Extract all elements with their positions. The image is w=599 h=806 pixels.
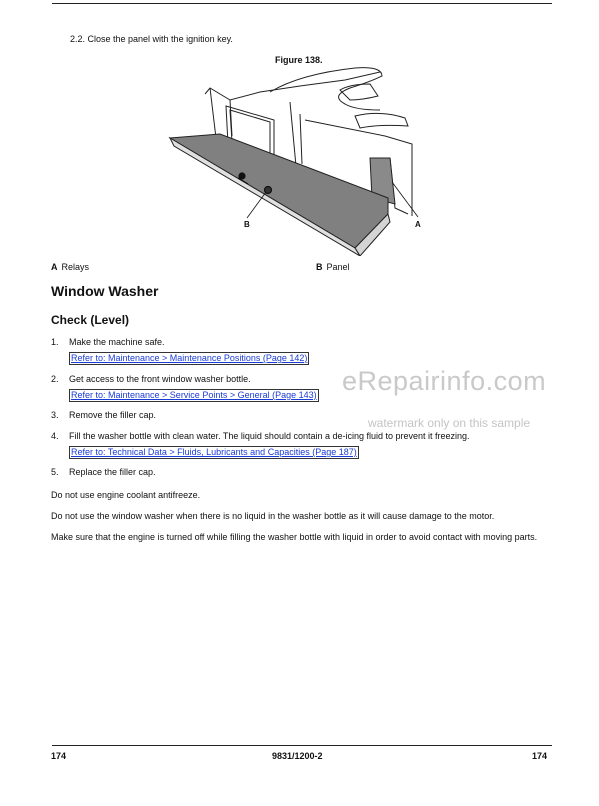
top-rule <box>52 3 552 4</box>
step-5-text: Replace the filler cap. <box>69 467 156 477</box>
legend-b <box>316 262 350 272</box>
footer-page-left: 174 <box>51 751 67 761</box>
step-4 <box>51 431 470 441</box>
step-2-2: 2.2. Close the panel with the ignition key. <box>70 34 233 44</box>
footer-doc-number: 9831/1200-2 <box>272 751 323 761</box>
step-1 <box>51 337 165 347</box>
step-5-num: 5. <box>51 467 59 477</box>
step-4-num: 4. <box>51 431 59 441</box>
legend-b-text: Panel <box>326 262 350 272</box>
leader-line-b <box>247 192 266 218</box>
bottom-rule <box>52 745 552 746</box>
step-1-reference-link[interactable]: Refer to: Maintenance > Maintenance Positions (Page 142) <box>71 353 308 363</box>
legend-a-key: A <box>51 262 58 272</box>
step-2-num: 2. <box>51 374 59 384</box>
note-antifreeze: Do not use engine coolant antifreeze. <box>51 490 201 500</box>
footer-page-right: 174 <box>532 751 548 761</box>
figure-label-a: A <box>415 220 421 229</box>
step-2 <box>51 374 251 384</box>
hinged-panel <box>170 134 388 248</box>
figure-title: Figure 138. <box>275 55 323 65</box>
section-title: Window Washer <box>51 283 159 299</box>
note-no-liquid: Do not use the window washer when there is no liquid in the washer bottle as it will cause damage to the motor. <box>51 511 495 521</box>
watermark-notice: watermark only on this sample <box>368 416 531 430</box>
legend-a-text: Relays <box>61 262 90 272</box>
seat-shape <box>270 68 408 128</box>
leader-line-a <box>392 182 418 217</box>
step-3-text: Remove the filler cap. <box>69 410 157 420</box>
step-2-reference-link[interactable]: Refer to: Maintenance > Service Points > General (Page 143) <box>71 390 317 400</box>
watermark-brand: eRepairinfo.com <box>342 366 547 396</box>
step-4-reference-link[interactable]: Refer to: Technical Data > Fluids, Lubricants and Capacities (Page 187) <box>71 447 357 457</box>
step-4-text: Fill the washer bottle with clean water. The liquid should contain a de-icing fluid to prevent it freezing. <box>69 431 470 441</box>
step-3-num: 3. <box>51 410 59 420</box>
legend-a <box>51 262 89 272</box>
figure-label-b: B <box>244 220 250 229</box>
step-1-num: 1. <box>51 337 59 347</box>
step-1-text: Make the machine safe. <box>69 337 165 347</box>
legend-b-key: B <box>316 262 323 272</box>
step-2-text: Get access to the front window washer bottle. <box>69 374 251 384</box>
figure-illustration <box>150 66 450 256</box>
step-3 <box>51 410 156 420</box>
step-5 <box>51 467 156 477</box>
section-subtitle: Check (Level) <box>51 313 130 327</box>
note-engine-off: Make sure that the engine is turned off while filling the washer bottle with liquid in order to avoid contact with moving parts. <box>51 532 538 542</box>
